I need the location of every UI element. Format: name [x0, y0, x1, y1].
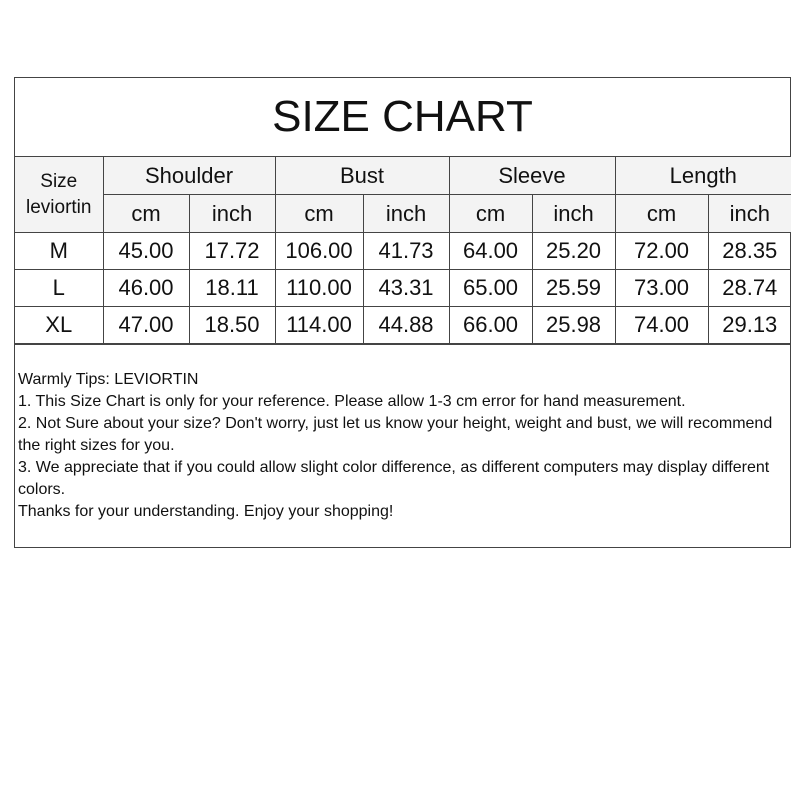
tips-section: [15, 344, 790, 523]
tip-item: 3. We appreciate that if you could allow slight color difference, as different computers may display different colors.: [18, 459, 770, 498]
table-row: [15, 270, 791, 307]
value-cell: 43.31: [363, 270, 449, 307]
value-cell: 17.72: [189, 233, 275, 270]
size-cell: M: [15, 233, 103, 270]
value-cell: 18.11: [189, 270, 275, 307]
table-row: [15, 233, 791, 270]
title-box: [15, 78, 790, 157]
unit-inch: inch: [189, 195, 275, 233]
value-cell: 25.98: [532, 307, 615, 344]
value-cell: 65.00: [449, 270, 532, 307]
value-cell: 25.20: [532, 233, 615, 270]
value-cell: 64.00: [449, 233, 532, 270]
page-title: SIZE CHART: [272, 92, 533, 141]
value-cell: 47.00: [103, 307, 189, 344]
value-cell: 74.00: [615, 307, 708, 344]
size-cell: XL: [15, 307, 103, 344]
size-cell: L: [15, 270, 103, 307]
tip-item: 2. Not Sure about your size? Don't worry, just let us know your height, weight and bust, we will recommend the right sizes for you.: [18, 415, 773, 454]
header-row-units: [15, 195, 791, 233]
value-cell: 18.50: [189, 307, 275, 344]
unit-inch: inch: [363, 195, 449, 233]
tips-closing: Thanks for your understanding. Enjoy your shopping!: [18, 503, 394, 520]
header-row-measurements: [15, 157, 791, 195]
value-cell: 44.88: [363, 307, 449, 344]
size-table: [15, 157, 791, 344]
tip-item: 1. This Size Chart is only for your reference. Please allow 1-3 cm error for hand measurement.: [18, 393, 686, 410]
unit-cm: cm: [449, 195, 532, 233]
tips-heading: Warmly Tips: LEVIORTIN: [18, 371, 199, 388]
table-row: [15, 307, 791, 344]
unit-inch: inch: [532, 195, 615, 233]
size-header-cell: [15, 157, 103, 233]
unit-cm: cm: [615, 195, 708, 233]
value-cell: 28.35: [708, 233, 791, 270]
size-chart-sheet: [14, 77, 791, 548]
header-length: Length: [615, 157, 791, 195]
value-cell: 29.13: [708, 307, 791, 344]
value-cell: 106.00: [275, 233, 363, 270]
header-sleeve: Sleeve: [449, 157, 615, 195]
value-cell: 25.59: [532, 270, 615, 307]
header-bust: Bust: [275, 157, 449, 195]
value-cell: 110.00: [275, 270, 363, 307]
brand-header-label: leviortin: [26, 196, 92, 218]
value-cell: 114.00: [275, 307, 363, 344]
value-cell: 45.00: [103, 233, 189, 270]
unit-cm: cm: [103, 195, 189, 233]
unit-cm: cm: [275, 195, 363, 233]
header-shoulder: Shoulder: [103, 157, 275, 195]
value-cell: 66.00: [449, 307, 532, 344]
value-cell: 41.73: [363, 233, 449, 270]
unit-inch: inch: [708, 195, 791, 233]
value-cell: 73.00: [615, 270, 708, 307]
value-cell: 46.00: [103, 270, 189, 307]
value-cell: 72.00: [615, 233, 708, 270]
size-header-label: Size: [40, 170, 78, 192]
value-cell: 28.74: [708, 270, 791, 307]
